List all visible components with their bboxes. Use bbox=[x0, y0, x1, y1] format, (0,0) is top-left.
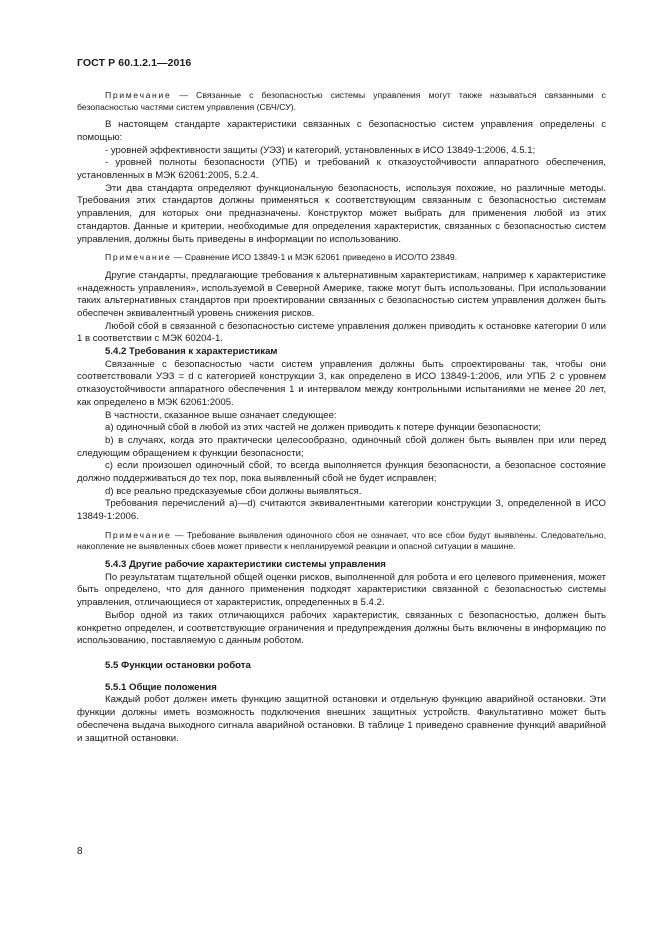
note-paragraph: Примечание — Связанные с безопасностью системы управления могут также называться связанными с безопасностью частями систем управления (СБЧ/СУ). bbox=[77, 90, 606, 112]
note-label: Примечание bbox=[105, 252, 172, 263]
body-paragraph: По результатам тщательной общей оценки рисков, выполненной для робота и его целевого применения, может быть определено, что для данного применения подходят характеристики связанной с безопасностью системы управления, отличающиеся от характеристик, определенных в 5.4.2. bbox=[77, 571, 606, 609]
note-paragraph: Примечание — Требование выявления одиночного сбоя не означает, что все сбои будут выявлены. Следовательно, накопление не выявленных сбоев может привести к непланируемой реакции и опасной ситуации в машине. bbox=[77, 529, 606, 552]
body-paragraph: Требования перечислений а)—d) считаются эквивалентными категории конструкции 3, определенной в ИСО 13849-1:2006. bbox=[77, 498, 606, 523]
body-paragraph: В частности, сказанное выше означает следующее: bbox=[105, 409, 337, 421]
body-paragraph: Связанные с безопасностью части систем управления должны быть спроектированы так, чтобы они соответствовали УЭЗ = d с категорией конструкции 3, как определено в ИСО 13849-1:2006, или УПБ 2 с уровнем отказоустойчивости аппаратного обеспечения 1 и интервалом между контрольными испытаниями не менее 20 лет, как определено в МЭК 62061:2005. bbox=[77, 358, 606, 408]
body-paragraph: Эти два стандарта определяют функциональную безопасность, используя похожие, но различные методы. Требования этих стандартов должны применяться к соответствующим связанным с безопасностью системам управления, для которых они предназначены. Конструктор может выбрать для применения любой из этих стандартов. Данные и критерии, необходимые для определения характеристик, связанных с безопасностью систем управления, должны быть приведены в информации по использованию. bbox=[77, 182, 606, 245]
body-paragraph: Другие стандарты, предлагающие требования к альтернативным характеристикам, например к характеристике «надежность управления», используемой в Северной Америке, также могут быть использованы. При использовании таких альтернативных стандартов при проектировании связанных с безопасностью систем управления должен быть обеспечен эквивалентный уровень снижения рисков. bbox=[77, 269, 606, 319]
section-heading-5-5: 5.5 Функции остановки робота bbox=[105, 659, 251, 671]
page-number: 8 bbox=[77, 846, 83, 857]
document-body bbox=[77, 90, 606, 745]
body-paragraph: Каждый робот должен иметь функцию защитной остановки и отдельную функцию аварийной остановки. Эти функции должны иметь возможность подключения внешних защитных устройств. Факультативно может быть обеспечена выдача выходного сигнала аварийной остановки. В таблице 1 приведено сравнение функций аварийной и защитной остановки. bbox=[77, 694, 606, 744]
section-heading-5-5-1: 5.5.1 Общие положения bbox=[105, 681, 217, 693]
section-heading-5-4-3: 5.4.3 Другие рабочие характеристики системы управления bbox=[105, 559, 386, 571]
list-item-d: d) все реально предсказуемые сбои должны выявляться. bbox=[105, 485, 362, 497]
note-label: Примечание bbox=[105, 529, 172, 540]
list-item: - уровней полноты безопасности (УПБ) и требований к отказоустойчивости аппаратного обеспечения, установленных в МЭК 62061:2005, 5.2.4. bbox=[77, 157, 606, 181]
body-paragraph: Выбор одной из таких отличающихся рабочих характеристик, связанных с безопасностью, должен быть конкретно определен, и соответствующие ограничения и предупреждения должны быть включены в информацию по использованию, поставляемую с данным роботом. bbox=[77, 609, 606, 647]
body-paragraph: В настоящем стандарте характеристики связанных с безопасностью систем управления определены с помощью: bbox=[77, 119, 606, 143]
note-label: Примечание bbox=[105, 90, 172, 100]
note-paragraph: Примечание — Сравнение ИСО 13849-1 и МЭК 62061 приведено в ИСО/ТО 23849. bbox=[105, 252, 458, 263]
section-heading-5-4-2: 5.4.2 Требования к характеристикам bbox=[105, 346, 278, 358]
list-item: - уровней эффективности защиты (УЭЗ) и категорий, установленных в ИСО 13849-1:2006, 4.5.1; bbox=[105, 144, 536, 156]
list-item-b: b) в случаях, когда это практически целесообразно, одиночный сбой должен быть выявлен при или перед следующим обращением к функции безопасности; bbox=[77, 434, 606, 459]
list-item-a: a) одиночный сбой в любой из этих частей не должен приводить к потере функции безопасности; bbox=[105, 422, 541, 434]
body-paragraph: Любой сбой в связанной с безопасностью системе управления должен приводить к остановке категории 0 или 1 в соответствии с МЭК 60204-1. bbox=[77, 320, 606, 345]
document-header: ГОСТ Р 60.1.2.1—2016 bbox=[77, 57, 192, 69]
list-item-c: c) если произошел одиночный сбой, то всегда выполняется функция безопасности, а безопасное состояние должно поддерживаться до тех пор, пока выявленный сбой не будет исправлен; bbox=[77, 460, 606, 485]
